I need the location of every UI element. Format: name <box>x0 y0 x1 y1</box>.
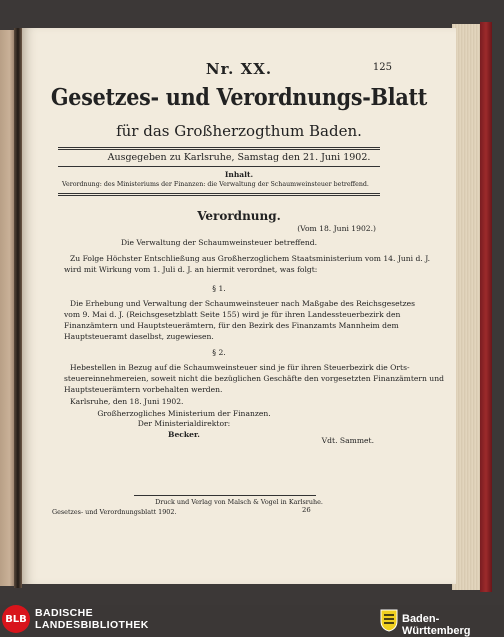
contents-heading: Inhalt. <box>224 170 254 179</box>
contents-entry: Verordnung: des Ministeriums der Finanzen: die Verwaltung der Schaumweinsteuer betreffend. <box>62 181 369 188</box>
footer-right: 26 <box>302 506 311 514</box>
rule-footer <box>134 495 316 496</box>
text-line: Zu Folge Höchster Entschließung aus Großherzoglichem Staatsministerium vom 14. Juni d. J. <box>70 254 431 263</box>
text-line: Hauptsteueramt daselbst, zugewiesen. <box>64 332 214 341</box>
rule-top-double <box>58 149 380 150</box>
book-spine <box>14 28 22 588</box>
ordinance-date: (Vom 18. Juni 1902.) <box>297 224 376 233</box>
book-cover-edge <box>480 22 492 592</box>
branding-bar <box>0 605 504 636</box>
ministry-line: Großherzogliches Ministerium der Finanzen. <box>97 409 271 418</box>
issue-date-line: Ausgegeben zu Karlsruhe, Samstag den 21. Juni 1902. <box>107 152 371 163</box>
text-line: Die Erhebung und Verwaltung der Schaumweinsteuer nach Maßgabe des Reichsgesetzes <box>70 299 416 308</box>
text-line: wird mit Wirkung vom 1. Juli d. J. an hiermit verordnet, was folgt: <box>64 265 318 274</box>
rule-issued <box>58 166 380 167</box>
page-stack-edge <box>452 24 482 590</box>
text-line: Hebestellen in Bezug auf die Schaumweinsteuer sind je für ihren Steuerbezirk die Orts- <box>70 363 410 372</box>
baden-wuerttemberg-crest-icon[interactable] <box>380 608 398 632</box>
section-heading: § 2. <box>212 348 226 357</box>
ordinance-title: Verordnung. <box>197 209 281 223</box>
text-line: Die Verwaltung der Schaumweinsteuer betreffend. <box>120 238 318 247</box>
text-line: Hauptsteuerämtern vorbehalten werden. <box>64 385 223 394</box>
issue-number: Nr. XX. <box>205 60 273 78</box>
masthead-subtitle: für das Großherzogthum Baden. <box>116 122 362 140</box>
document-page <box>22 28 456 584</box>
state-name[interactable]: Baden-Württemberg <box>402 613 471 637</box>
rule-top <box>58 147 380 148</box>
signature-line: Becker. <box>168 430 200 439</box>
imprint-line: Druck und Verlag von Malsch & Vogel in Karlsruhe. <box>155 498 323 506</box>
place-date-line: Karlsruhe, den 18. Juni 1902. <box>70 397 184 406</box>
text-line: Finanzämtern und Hauptsteuerämtern, für den Bezirk des Finanzamts Mannheim dem <box>64 321 399 330</box>
library-name-line1: BADISCHE <box>35 607 94 619</box>
text-line: steuereinnehmereien, soweit nicht die bezüglichen Geschäfte den vorgesetzten Finanzämtern und <box>64 374 444 383</box>
footer-left: Gesetzes- und Verordnungsblatt 1902. <box>52 508 177 516</box>
text-line: vom 9. Mai d. J. (Reichsgesetzblatt Seite 155) wird je für ihren Landessteuerbezirk den <box>64 310 401 319</box>
library-name-line2: LANDESBIBLIOTHEK <box>35 619 149 631</box>
blb-logo[interactable]: BLB <box>2 605 30 633</box>
rule-contents-double <box>58 195 380 196</box>
countersign-line: Vdt. Sammet. <box>321 436 374 445</box>
page-number: 125 <box>372 62 392 73</box>
section-heading: § 1. <box>212 284 226 293</box>
director-line: Der Ministerialdirektor: <box>137 419 231 428</box>
masthead-title: Gesetzes- und Verordnungs-Blatt <box>50 84 428 111</box>
rule-contents <box>58 193 380 194</box>
library-name[interactable] <box>35 607 149 631</box>
